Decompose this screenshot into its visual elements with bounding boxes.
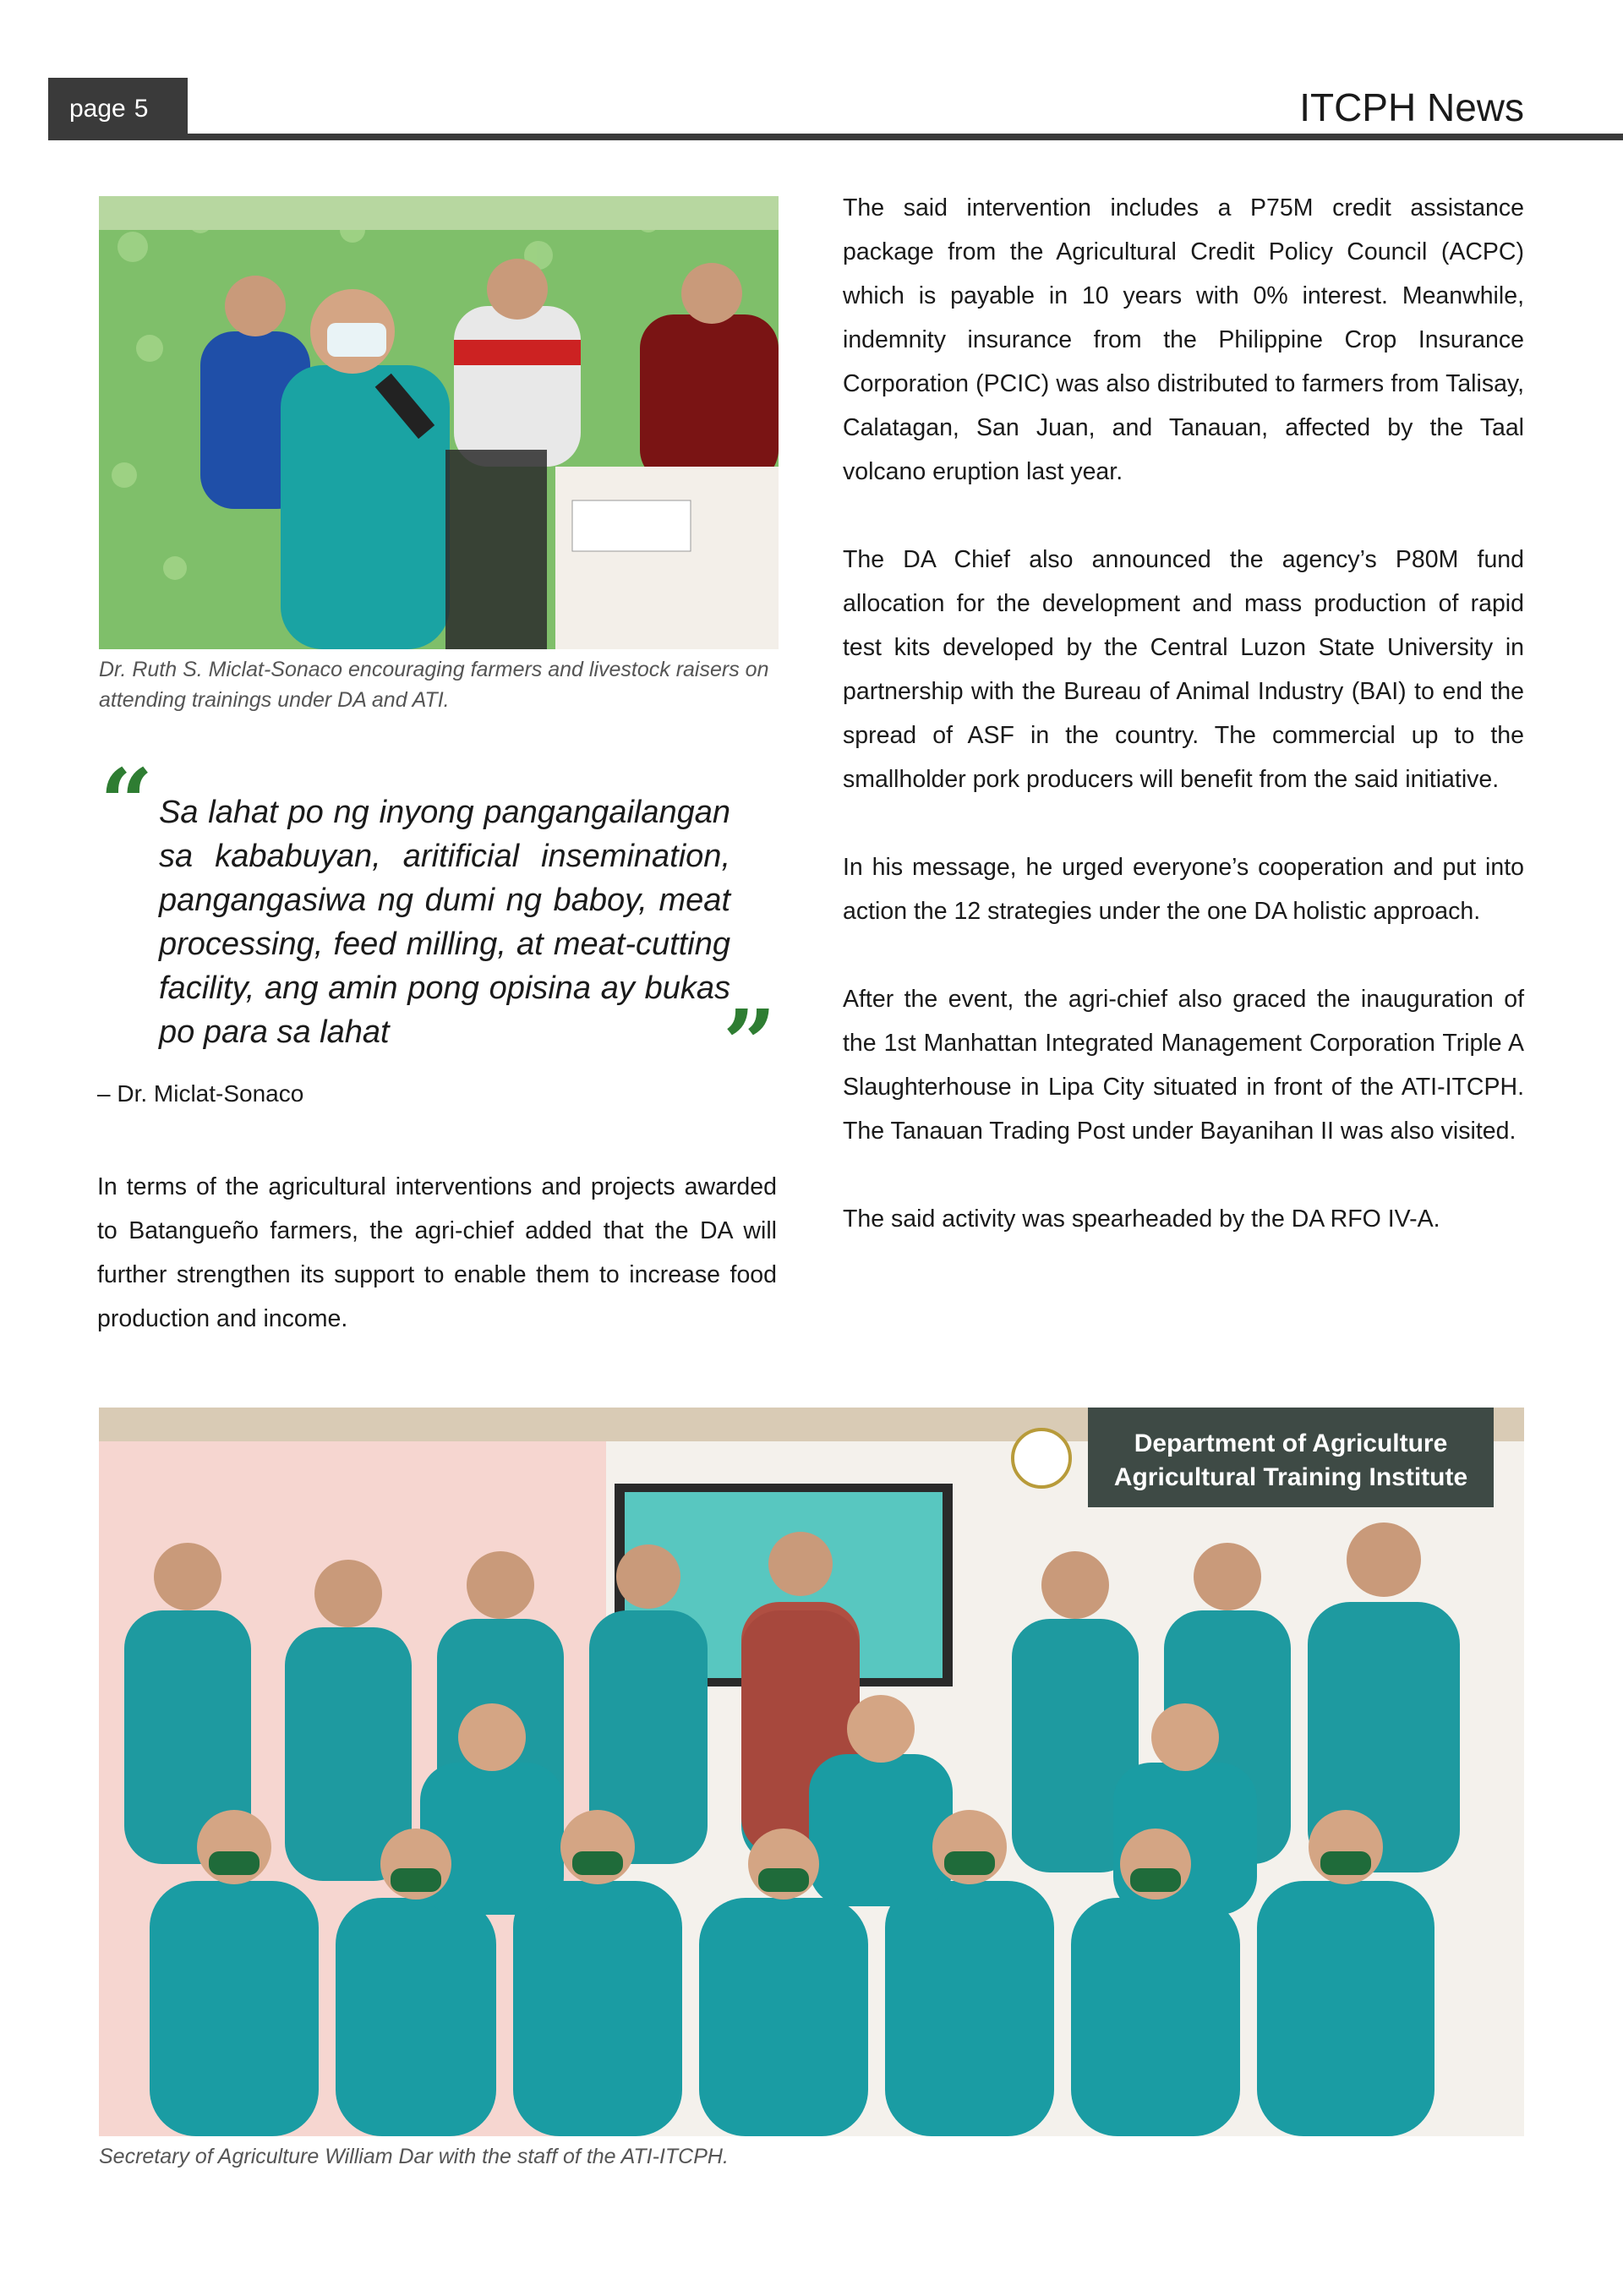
photo-speaker bbox=[99, 196, 779, 649]
right-paragraph-2: The DA Chief also announced the agency’s P80M fund allocation for the development and mass production of rapid test kits developed by the Central Luzon State University in partnership with the Bureau of Animal Industry (BAI) to end the spread of ASF in the country. The commercial up to the smallholder pork producers will benefit from the said initiative. bbox=[843, 546, 1524, 793]
banner-line-2: Agricultural Training Institute bbox=[1113, 1463, 1468, 1491]
photo-group bbox=[99, 1408, 1524, 2136]
banner-line-1: Department of Agriculture bbox=[1134, 1430, 1448, 1457]
pull-quote: Sa lahat po ng inyong pangangailangan sa kababuyan, aritificial insemination, pangangasiwa ng dumi ng baboy, meat processing, feed milling, at meat-cutting facility, ang amin pong opisina ay bukas po para sa lahat bbox=[159, 795, 730, 1050]
right-paragraph-1: The said intervention includes a P75M credit assistance package from the Agricultural Credit Policy Council (ACPC) which is payable in 10 years with 0% interest. Meanwhile, indemnity insurance from the Philippine Crop Insurance Corporation (PCIC) was also distributed to farmers from Talisay, Calatagan, San Juan, and Tanauan, affected by the Taal volcano eruption last year. bbox=[843, 194, 1524, 485]
header-rule bbox=[48, 134, 1623, 140]
page-number: 5 bbox=[134, 95, 149, 123]
quote-attribution: – Dr. Miclat-Sonaco bbox=[97, 1080, 304, 1107]
photo-speaker-caption: Dr. Ruth S. Miclat-Sonaco encouraging farmers and livestock raisers on attending trainings under DA and ATI. bbox=[99, 658, 769, 712]
right-paragraph-3: In his message, he urged everyone’s cooperation and put into action the 12 strategies under the one DA holistic approach. bbox=[843, 854, 1524, 925]
quote-open-mark: “ bbox=[100, 748, 154, 857]
right-paragraph-4: After the event, the agri-chief also graced the inauguration of the 1st Manhattan Integrated Management Corporation Triple A Slaughterhouse in Lipa City situated in front of the ATI-ITCPH. The Tanauan Trading Post under Bayanihan II was also visited. bbox=[843, 986, 1524, 1145]
page-label: page bbox=[69, 95, 126, 123]
right-paragraph-5: The said activity was spearheaded by the DA RFO IV-A. bbox=[843, 1205, 1440, 1233]
photo-group-caption: Secretary of Agriculture William Dar with the staff of the ATI-ITCPH. bbox=[99, 2145, 729, 2168]
publication-title: ITCPH News bbox=[1299, 85, 1524, 129]
left-paragraph-1: In terms of the agricultural interventions and projects awarded to Batangueño farmers, the agri-chief added that the DA will further strengthen its support to enable them to increase food production and income. bbox=[97, 1173, 777, 1332]
right-column bbox=[843, 186, 1524, 1285]
page-number-tab bbox=[48, 78, 188, 140]
left-column bbox=[97, 1165, 777, 1385]
quote-close-mark: ” bbox=[723, 989, 777, 1098]
